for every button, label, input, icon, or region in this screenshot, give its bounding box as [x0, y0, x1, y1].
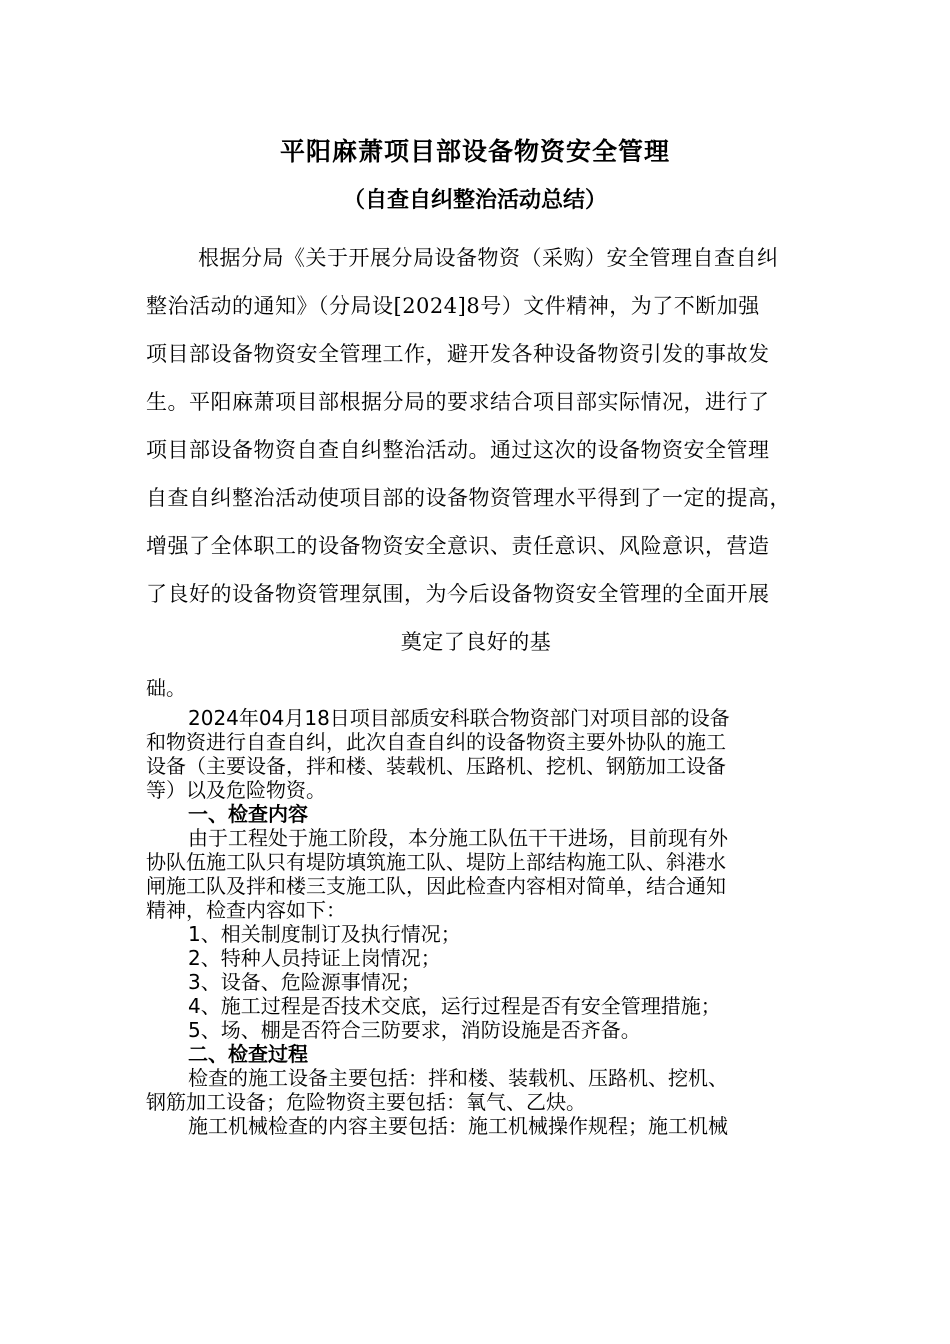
- intro-paragraph: [146, 234, 806, 666]
- section-heading: 二、检查过程: [188, 1042, 308, 1066]
- list-item: 3、设备、危险源事情况；: [188, 970, 421, 994]
- body-text: [146, 676, 808, 1138]
- intro-line: 自查自纠整治活动使项目部的设备物资管理水平得到了一定的提高，: [146, 486, 791, 510]
- list-item: 4、施工过程是否技术交底，运行过程是否有安全管理措施；: [188, 994, 721, 1018]
- body-line: 2024年04月18日项目部质安科联合物资部门对项目部的设备: [188, 706, 730, 730]
- body-line: 精神，检查内容如下：: [146, 898, 346, 922]
- body-line: 协队伍施工队只有堤防填筑施工队、堤防上部结构施工队、斜港水: [146, 850, 726, 874]
- list-item: 2、特种人员持证上岗情况；: [188, 946, 441, 970]
- list-item: 1、相关制度制订及执行情况；: [188, 922, 461, 946]
- body-line: 和物资进行自查自纠，此次自查自纠的设备物资主要外协队的施工: [146, 730, 726, 754]
- body-line: 钢筋加工设备；危险物资主要包括：氧气、乙炔。: [146, 1090, 586, 1114]
- body-line: 由于工程处于施工阶段，本分施工队伍干干进场，目前现有外: [188, 826, 728, 850]
- document-title: 平阳麻萧项目部设备物资安全管理: [279, 137, 670, 166]
- document-subtitle: （自查自纠整治活动总结）: [342, 187, 607, 213]
- body-line: 等）以及危险物资。: [146, 778, 326, 802]
- body-line: 设备（主要设备，拌和楼、装载机、压路机、挖机、钢筋加工设备: [146, 754, 726, 778]
- body-line: 础。: [146, 676, 186, 700]
- intro-line: 项目部设备物资自查自纠整治活动。通过这次的设备物资安全管理: [146, 438, 770, 462]
- list-item: 5、场、棚是否符合三防要求，消防设施是否齐备。: [188, 1018, 641, 1042]
- body-line: 闸施工队及拌和楼三支施工队，因此检查内容相对简单，结合通知: [146, 874, 726, 898]
- section-heading: 一、检查内容: [188, 802, 308, 826]
- body-line: 检查的施工设备主要包括：拌和楼、装载机、压路机、挖机、: [188, 1066, 728, 1090]
- intro-line: 整治活动的通知》（分局设[2024]8号）文件精神，为了不断加强: [146, 294, 760, 318]
- intro-line: 增强了全体职工的设备物资安全意识、责任意识、风险意识，营造: [146, 534, 770, 558]
- intro-line: 生。平阳麻萧项目部根据分局的要求结合项目部实际情况，进行了: [146, 390, 770, 414]
- intro-line: 项目部设备物资安全管理工作，避开发各种设备物资引发的事故发: [146, 342, 770, 366]
- body-line: 施工机械检查的内容主要包括：施工机械操作规程；施工机械: [188, 1114, 728, 1138]
- intro-line: 了良好的设备物资管理氛围，为今后设备物资安全管理的全面开展: [146, 582, 770, 606]
- intro-line: 根据分局《关于开展分局设备物资（采购）安全管理自查自纠: [198, 246, 779, 270]
- intro-line: 奠定了良好的基: [400, 630, 552, 654]
